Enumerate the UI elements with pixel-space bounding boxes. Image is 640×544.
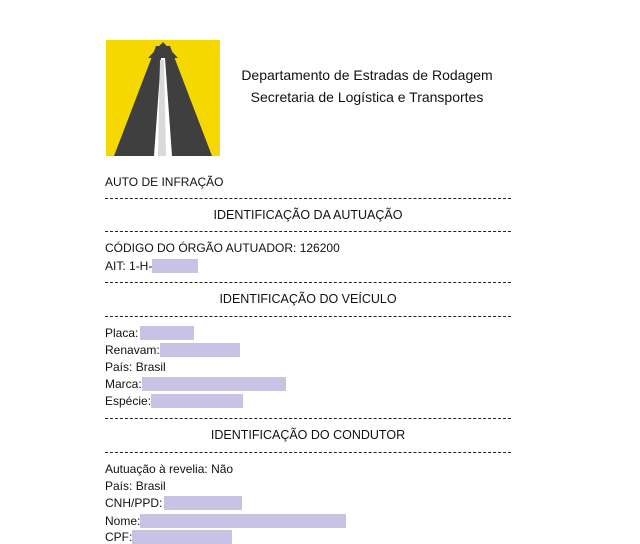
- pais-value: Brasil: [135, 360, 166, 374]
- orgao-label: CÓDIGO DO ÓRGÃO AUTUADOR:: [105, 241, 297, 255]
- redacted-marca: [142, 377, 286, 391]
- cnh-line: [105, 496, 242, 510]
- placa-line: [105, 326, 194, 340]
- redacted-nome: [140, 514, 346, 528]
- revelia-value: Não: [211, 462, 234, 476]
- revelia-line: [105, 462, 233, 476]
- redacted-renavam: [160, 343, 240, 357]
- nome-label: Nome:: [105, 514, 141, 528]
- separator: [105, 418, 511, 419]
- pais-condutor-line: [105, 479, 166, 493]
- renavam-label: Renavam:: [105, 343, 160, 357]
- pais-veiculo-line: [105, 360, 166, 374]
- section-heading-condutor: IDENTIFICAÇÃO DO CONDUTOR: [210, 428, 406, 442]
- org-secretaria: Secretaria de Logística e Transportes: [250, 89, 484, 105]
- separator: [105, 231, 511, 232]
- orgao-autuador-line: [105, 241, 340, 255]
- section-heading-autuacao: IDENTIFICAÇÃO DA AUTUAÇÃO: [213, 208, 403, 222]
- placa-label: Placa:: [105, 326, 139, 340]
- redacted-especie: [151, 394, 243, 408]
- orgao-value: 126200: [299, 241, 340, 255]
- pais-label: País:: [105, 360, 133, 374]
- ait-line: [105, 259, 198, 273]
- nome-line: [105, 514, 346, 528]
- cpf-line: [105, 530, 232, 544]
- ait-prefix: 1-H-: [129, 259, 153, 273]
- cpf-label: CPF:: [105, 530, 133, 544]
- ait-label: AIT:: [105, 259, 126, 273]
- pais-value: Brasil: [135, 479, 166, 493]
- document-title: AUTO DE INFRAÇÃO: [105, 175, 224, 189]
- especie-label: Espécie:: [105, 394, 152, 408]
- redacted-ait: [152, 259, 198, 273]
- renavam-line: [105, 343, 240, 357]
- cnh-label: CNH/PPD:: [105, 496, 163, 510]
- separator: [105, 316, 511, 317]
- especie-line: [105, 394, 243, 408]
- separator: [105, 282, 511, 283]
- pais-label: País:: [105, 479, 133, 493]
- revelia-label: Autuação à revelia:: [105, 462, 208, 476]
- road-arrow-logo-icon: [106, 40, 220, 156]
- separator: [105, 452, 511, 453]
- redacted-placa: [140, 326, 194, 340]
- section-heading-veiculo: IDENTIFICAÇÃO DO VEÍCULO: [219, 292, 397, 306]
- redacted-cpf: [132, 530, 232, 544]
- separator: [105, 198, 511, 199]
- redacted-cnh: [164, 496, 242, 510]
- marca-line: [105, 377, 286, 391]
- org-name: Departamento de Estradas de Rodagem: [241, 67, 493, 83]
- marca-label: Marca:: [105, 377, 142, 391]
